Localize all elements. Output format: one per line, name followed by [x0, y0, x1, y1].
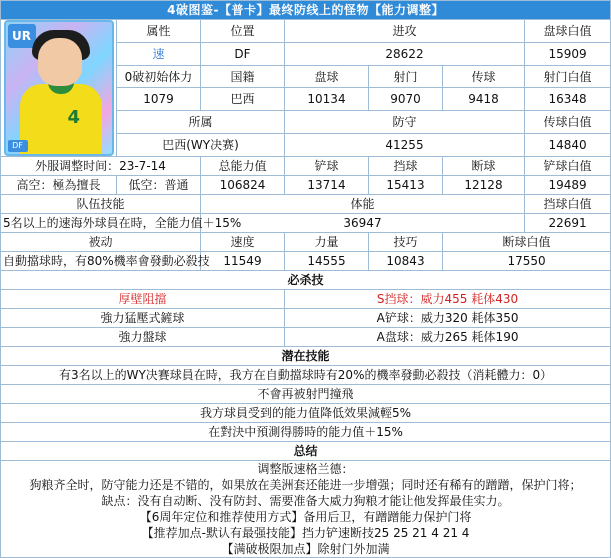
attr-label: 属性	[117, 20, 201, 43]
summary-heading: 总结	[1, 442, 611, 461]
summary-block	[1, 461, 611, 558]
latent-skill: 不會再被射門撞飛	[1, 385, 611, 404]
total-label: 总能力值	[201, 157, 285, 176]
rarity-badge: UR	[8, 24, 36, 48]
team-label: 所属	[117, 111, 285, 134]
position-tag: DF	[8, 140, 28, 152]
latent-skill: 在對決中預測得勝時的能力值＋15%	[1, 423, 611, 442]
team-skill-text: 5名以上的速海外球員在時，全能力值＋15%	[1, 214, 201, 233]
tackle-label: 铲球	[285, 157, 369, 176]
attr-value: 速	[117, 42, 201, 65]
dribble-label: 盘球	[285, 65, 369, 88]
latent-skills-heading: 潜在技能	[1, 347, 611, 366]
speed-value: 11549	[201, 252, 285, 271]
special-skill-name: 厚壁阻擋	[1, 290, 285, 309]
player-card-image	[4, 20, 114, 156]
shoot-label: 射门	[369, 65, 443, 88]
shoot-white-value: 16348	[525, 88, 611, 111]
pass-label: 传球	[443, 65, 525, 88]
passive-text: 自動擋球時，有80%機率會發動必殺技	[1, 252, 201, 271]
passive-label: 被动	[1, 233, 201, 252]
dribble-white-label: 盘球白值	[525, 20, 611, 43]
jersey-number: 4	[67, 107, 81, 128]
def-label: 防守	[285, 111, 525, 134]
summary-line: 狗粮齐全时，防守能力还是不错的，如果放在美洲套还能进一步增强；同时还有稀有的蹭蹭，保护门将；	[29, 478, 582, 492]
atk-value: 28622	[285, 42, 525, 65]
shoot-white-label: 射门白值	[525, 65, 611, 88]
physical-value: 36947	[201, 214, 525, 233]
summary-line: 缺点：没有自动断、没有防封、需要准备大威力狗粮才能让他发挥最佳实力。	[101, 494, 510, 508]
special-skill-name: 強力盤球	[1, 328, 285, 347]
total-value: 106824	[201, 176, 285, 195]
high-ball-rating: 高空：極為擅長	[1, 176, 117, 195]
summary-line: 【推荐加点-默认有最强技能】挡力铲速断技25 25 21 4 21 4	[141, 526, 470, 540]
stamina-value: 1079	[117, 88, 201, 111]
page-title: 4破图鉴-【普卡】最终防线上的怪物【能力调整】	[1, 1, 611, 20]
block-white-value: 22691	[525, 214, 611, 233]
dribble-white-value: 15909	[525, 42, 611, 65]
pass-value: 9418	[443, 88, 525, 111]
special-skills-heading: 必杀技	[1, 271, 611, 290]
power-label: 力量	[285, 233, 369, 252]
dribble-value: 10134	[285, 88, 369, 111]
shoot-value: 9070	[369, 88, 443, 111]
summary-line: 【满破极限加点】除射门外加满	[221, 542, 390, 556]
nation-value: 巴西	[201, 88, 285, 111]
special-skill-detail: S挡球：威力455 耗体430	[285, 290, 611, 309]
special-skill-detail: A铲球：威力320 耗体350	[285, 309, 611, 328]
summary-line: 【6周年定位和推荐使用方式】备用后卫，有蹭蹭能力保护门将	[139, 510, 472, 524]
physical-label: 体能	[201, 195, 525, 214]
pos-label: 位置	[201, 20, 285, 43]
latent-skill: 我方球員受到的能力值降低效果減輕5%	[1, 404, 611, 423]
pos-value: DF	[201, 42, 285, 65]
intercept-white-value: 17550	[443, 252, 611, 271]
intercept-label: 断球	[443, 157, 525, 176]
stamina-label: 0破初始体力	[117, 65, 201, 88]
intercept-value: 12128	[443, 176, 525, 195]
team-skill-label: 队伍技能	[1, 195, 201, 214]
player-face	[38, 38, 82, 86]
technique-value: 10843	[369, 252, 443, 271]
latent-skill: 有3名以上的WY决賽球員在時，我方在自動擋球時有20%的機率發動必殺技（消耗體力：0）	[1, 366, 611, 385]
block-label: 挡球	[369, 157, 443, 176]
tackle-white-label: 铲球白值	[525, 157, 611, 176]
def-value: 41255	[285, 134, 525, 157]
special-skill-name: 強力猛壓式鏟球	[1, 309, 285, 328]
block-value: 15413	[369, 176, 443, 195]
adjust-time: 外服调整时间：23-7-14	[1, 157, 201, 176]
special-skill-detail: A盘球：威力265 耗体190	[285, 328, 611, 347]
tackle-white-value: 19489	[525, 176, 611, 195]
atk-label: 进攻	[285, 20, 525, 43]
technique-label: 技巧	[369, 233, 443, 252]
block-white-label: 挡球白值	[525, 195, 611, 214]
summary-line: 调整版速格兰德：	[257, 462, 354, 476]
tackle-value: 13714	[285, 176, 369, 195]
player-card-cell	[1, 20, 117, 157]
low-ball-rating: 低空：普通	[117, 176, 201, 195]
speed-label: 速度	[201, 233, 285, 252]
team-value: 巴西(WY决赛)	[117, 134, 285, 157]
power-value: 14555	[285, 252, 369, 271]
pass-white-label: 传球白值	[525, 111, 611, 134]
intercept-white-label: 断球白值	[443, 233, 611, 252]
pass-white-value: 14840	[525, 134, 611, 157]
jersey-shape	[20, 84, 102, 154]
nation-label: 国籍	[201, 65, 285, 88]
